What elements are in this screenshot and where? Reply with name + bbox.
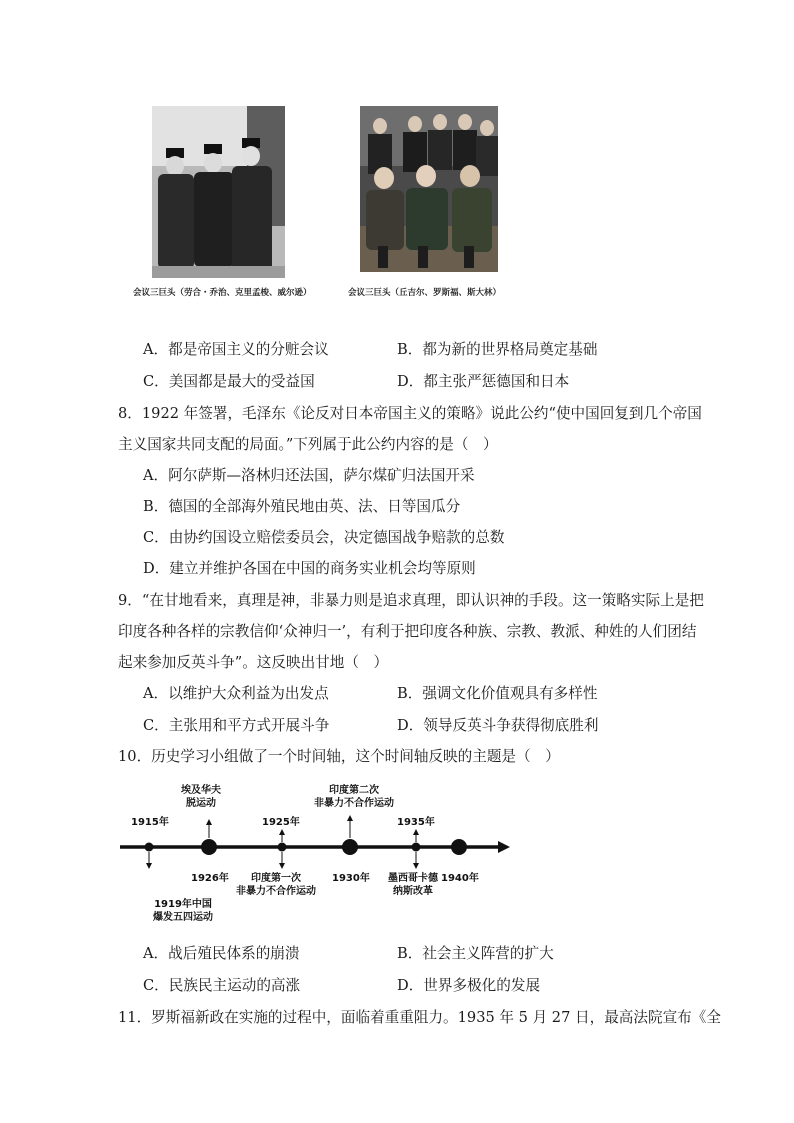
q11-stem-line1: 11．罗斯福新政在实施的过程中，面临着重重阻力。1935 年 5 月 27 日，最高法院宣布《全 [118,1009,721,1026]
q10-stem: 10．历史学习小组做了一个时间轴，这个时间轴反映的主题是（ ） [118,748,560,765]
left-photo-caption: 会议三巨头（劳合・乔治、克里孟梭、威尔逊） [133,288,312,298]
event-china-may-fourth [153,898,213,924]
event-mexico-line2: 纳斯改革 [393,886,433,897]
year-1935: 1935年 [397,817,435,828]
year-1940: 1940年 [441,873,479,884]
q8-stem-line2: 主义国家共同支配的局面。”下列属于此公约内容的是（ ） [118,436,498,453]
q10-option-c[interactable]: C．民族民主运动的高涨 [143,977,301,994]
paris-conference-photo [152,106,285,278]
q9-stem-line2: 印度各种各样的宗教信仰‘众神归一’，有利于把印度各种族、宗教、教派、种姓的人们团结 [118,623,697,640]
q8-option-c[interactable]: C．由协约国设立赔偿委员会，决定德国战争赔款的总数 [143,529,505,546]
q8-option-d[interactable]: D．建立并维护各国在中国的商务实业机会均等原则 [143,560,476,577]
event-mexico-line1: 墨西哥卡德 [388,873,438,884]
q9-stem-line1: 9．“在甘地看来，真理是神，非暴力则是追求真理，即认识神的手段。这一策略实际上是把 [118,592,704,609]
event-egypt-line1: 埃及华夫 [181,785,221,796]
q9-option-a[interactable]: A．以维护大众利益为出发点 [143,685,329,702]
year-1926: 1926年 [191,873,229,884]
q10-option-a[interactable]: A．战后殖民体系的崩溃 [143,945,300,962]
q9-stem-line3: 起来参加反英斗争”。这反映出甘地（ ） [118,654,389,671]
event-mexico-cardenas [388,872,438,898]
event-egypt-line2: 脱运动 [186,798,216,809]
yalta-photo-figures [360,106,498,272]
year-1915: 1915年 [131,817,169,828]
q9-option-d[interactable]: D．领导反英斗争获得彻底胜利 [397,717,599,734]
q8-option-b[interactable]: B．德国的全部海外殖民地由英、法、日等国瓜分 [143,498,461,515]
event-india1-line2: 非暴力不合作运动 [236,886,316,897]
year-1925: 1925年 [262,817,300,828]
q9-option-c[interactable]: C．主张用和平方式开展斗争 [143,717,330,734]
event-china-line1: 1919年中国 [154,899,212,910]
event-india-second [314,784,394,810]
event-china-line2: 爆发五四运动 [153,912,213,923]
q7-option-d[interactable]: D．都主张严惩德国和日本 [397,373,570,390]
paris-photo-figures [152,106,285,278]
year-1930: 1930年 [332,873,370,884]
q8-option-a[interactable]: A．阿尔萨斯—洛林归还法国，萨尔煤矿归法国开采 [143,467,475,484]
event-india2-line2: 非暴力不合作运动 [314,798,394,809]
q7-option-c[interactable]: C．美国都是最大的受益国 [143,373,315,390]
q7-option-a[interactable]: A．都是帝国主义的分赃会议 [143,341,329,358]
q10-option-b[interactable]: B．社会主义阵营的扩大 [397,945,554,962]
event-india2-line1: 印度第二次 [329,785,379,796]
q8-stem-line1: 8．1922 年签署，毛泽东《论反对日本帝国主义的策略》说此公约“使中国回复到几个帝国 [118,405,702,422]
q7-option-b[interactable]: B．都为新的世界格局奠定基础 [397,341,598,358]
event-india1-line1: 印度第一次 [251,873,301,884]
event-egypt-wafd [181,784,221,810]
right-photo-caption: 会议三巨头（丘吉尔、罗斯福、斯大林） [348,288,502,298]
event-india-first [236,872,316,898]
yalta-conference-photo [360,106,498,272]
q10-option-d[interactable]: D．世界多极化的发展 [397,977,541,994]
timeline [118,780,518,930]
q9-option-b[interactable]: B．强调文化价值观具有多样性 [397,685,598,702]
